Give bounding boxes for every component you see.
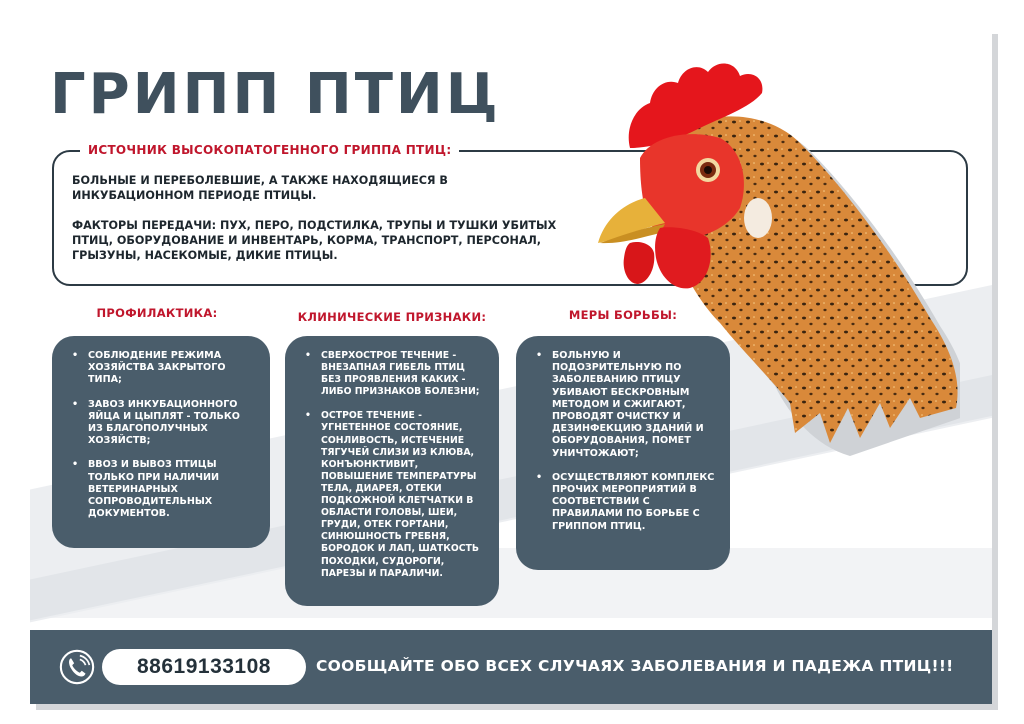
- list-item: • ОСТРОЕ ТЕЧЕНИЕ - УГНЕТЕННОЕ СОСТОЯНИЕ, СОНЛИВОСТЬ, ИСТЕЧЕНИЕ ТЯГУЧЕЙ СЛИЗИ ИЗ КЛЮВА, КОНЪЮНКТИВИТ, ПОВЫШЕНИЕ ТЕМПЕРАТУРЫ ТЕЛА, ДИАРЕЯ, ОТЕКИ ПОДКОЖНОЙ КЛЕТЧАТКИ В ОБЛАСТИ ГОЛОВЫ, ШЕИ, ГРУДИ, ОТЕК ГОРТАНИ, СИНЮШНОСТЬ ГРЕБНЯ, БОРОДОК И ЛАП, ШАТКОСТЬ ПОХОДКИ, СУДОРОГИ, ПАРЕЗЫ И ПАРАЛИЧИ.: [299, 410, 487, 579]
- footer-bar: [30, 630, 992, 704]
- list-item: • БОЛЬНУЮ И ПОДОЗРИТЕЛЬНУЮ ПО ЗАБОЛЕВАНИЮ ПТИЦУ УБИВАЮТ БЕСКРОВНЫМ МЕТОДОМ И СЖИГАЮТ, ПРОВОДЯТ ОЧИСТКУ И ДЕЗИНФЕКЦИЮ ЗДАНИЙ И ОБОРУДОВАНИЯ, ПОМЕТ УНИЧТОЖАЮТ;: [530, 350, 718, 460]
- prevention-card: [52, 336, 270, 548]
- source-paragraph: БОЛЬНЫЕ И ПЕРЕБОЛЕВШИЕ, А ТАКЖЕ НАХОДЯЩИЕСЯ В ИНКУБАЦИОННОМ ПЕРИОДЕ ПТИЦЫ.: [72, 174, 448, 202]
- poster: [30, 28, 992, 704]
- control-measures-title: МЕРЫ БОРЬБЫ:: [568, 308, 678, 322]
- symptoms-card: [285, 336, 499, 606]
- transmission-paragraph: ФАКТОРЫ ПЕРЕДАЧИ: ПУХ, ПЕРО, ПОДСТИЛКА, ТРУПЫ И ТУШКИ УБИТЫХ ПТИЦ, ОБОРУДОВАНИЕ И ИНВЕНТАРЬ, КОРМА, ТРАНСПОРТ, ПЕРСОНАЛ, ГРЫЗУНЫ, НАСЕКОМЫЕ, ДИКИЕ ПТИЦЫ.: [72, 219, 557, 262]
- list-item: • ВВОЗ И ВЫВОЗ ПТИЦЫ ТОЛЬКО ПРИ НАЛИЧИИ ВЕТЕРИНАРНЫХ СОПРОВОДИТЕЛЬНЫХ ДОКУМЕНТОВ.: [66, 459, 258, 520]
- source-label: ИСТОЧНИК ВЫСОКОПАТОГЕННОГО ГРИППА ПТИЦ:: [80, 143, 459, 157]
- list-item: • ЗАВОЗ ИНКУБАЦИОННОГО ЯЙЦА И ЦЫПЛЯТ - ТОЛЬКО ИЗ БЛАГОПОЛУЧНЫХ ХОЗЯЙСТВ;: [66, 399, 258, 448]
- list-item: • СВЕРХОСТРОЕ ТЕЧЕНИЕ - ВНЕЗАПНАЯ ГИБЕЛЬ ПТИЦ БЕЗ ПРОЯВЛЕНИЯ КАКИХ - ЛИБО ПРИЗНАКОВ БОЛЕЗНИ;: [299, 350, 487, 398]
- poster-title: ГРИПП ПТИЦ: [50, 62, 501, 127]
- phone-number[interactable]: 88619133108: [102, 649, 306, 685]
- footer-message: СООБЩАЙТЕ ОБО ВСЕХ СЛУЧАЯХ ЗАБОЛЕВАНИЯ И ПАДЕЖА ПТИЦ!!!: [316, 657, 954, 675]
- phone-icon: [58, 648, 96, 686]
- list-item: • СОБЛЮДЕНИЕ РЕЖИМА ХОЗЯЙСТВА ЗАКРЫТОГО ТИПА;: [66, 350, 258, 387]
- symptoms-title: КЛИНИЧЕСКИЕ ПРИЗНАКИ:: [297, 310, 487, 324]
- control-measures-card: [516, 336, 730, 570]
- source-text: [72, 173, 572, 278]
- prevention-title: ПРОФИЛАКТИКА:: [96, 306, 218, 320]
- list-item: • ОСУЩЕСТВЛЯЮТ КОМПЛЕКС ПРОЧИХ МЕРОПРИЯТИЙ В СООТВЕТСТВИИ С ПРАВИЛАМИ ПО БОРЬБЕ С ГРИППОМ ПТИЦ.: [530, 472, 718, 533]
